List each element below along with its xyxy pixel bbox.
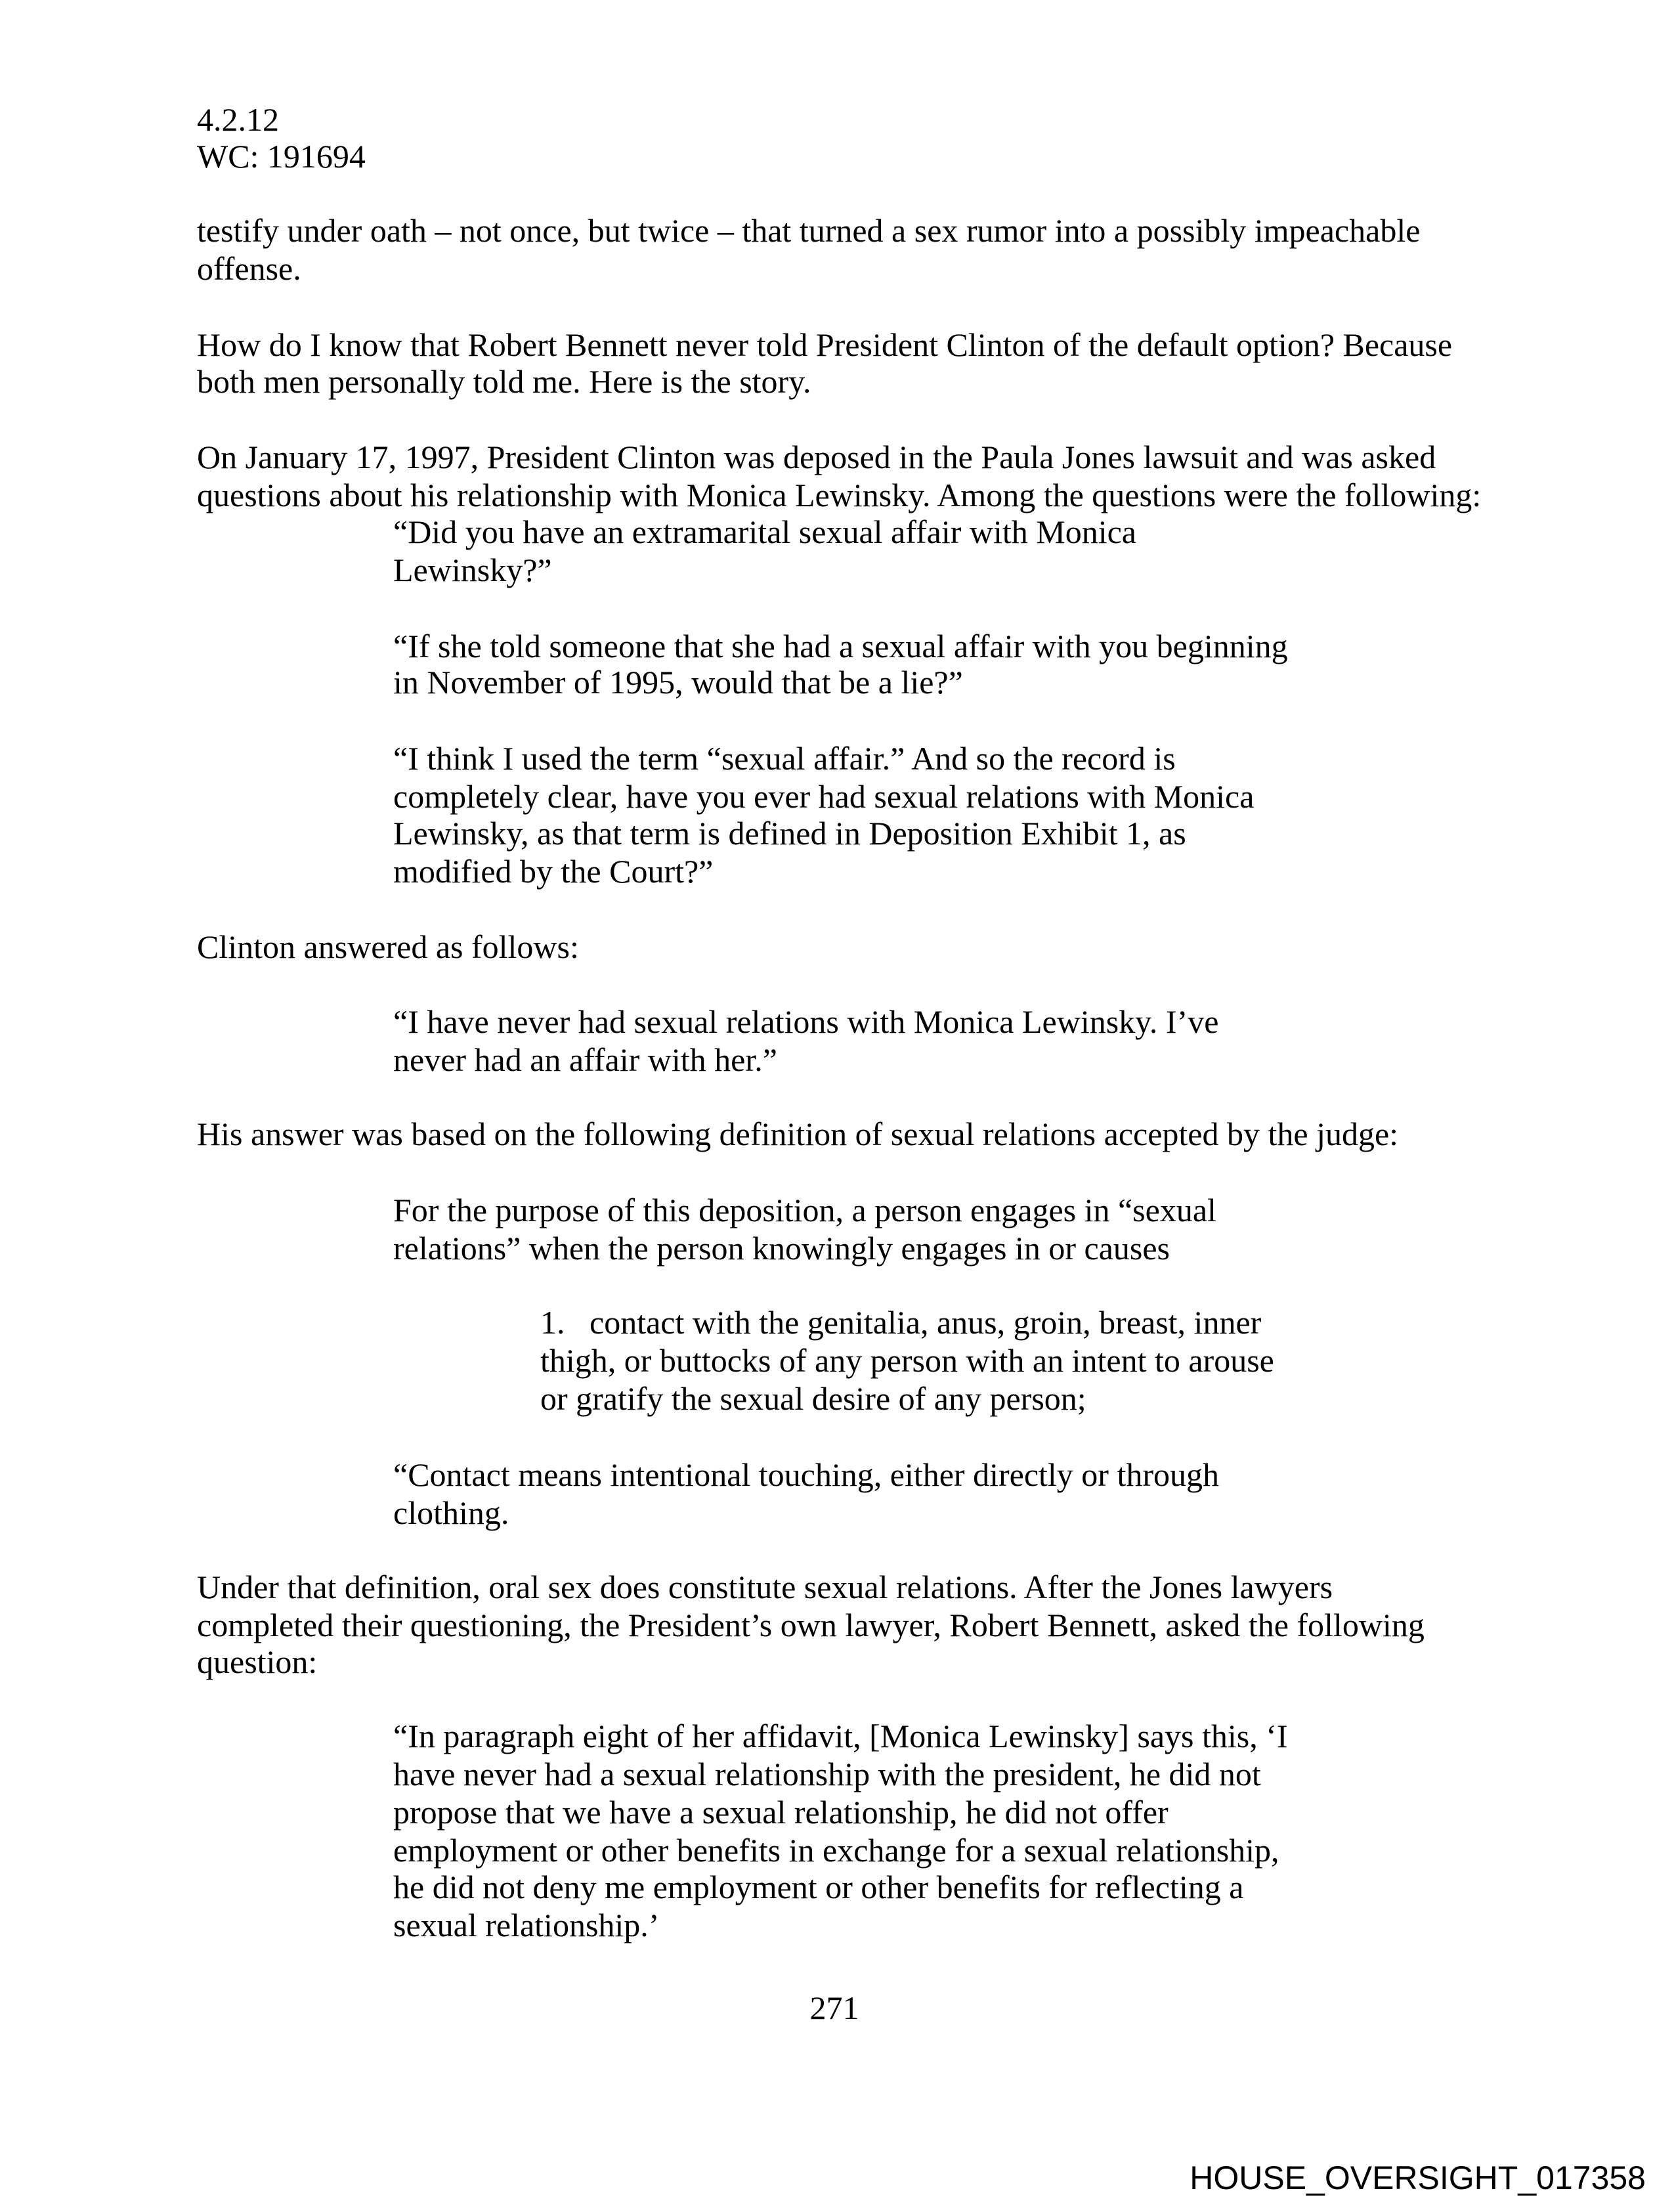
paragraph-line: both men personally told me. Here is the story.: [197, 363, 811, 400]
quote-line: never had an affair with her.”: [393, 1041, 777, 1078]
list-item-line: contact with the genitalia, anus, groin, breast, inner: [590, 1304, 1262, 1341]
page-number: 271: [809, 1989, 859, 2026]
paragraph-line: How do I know that Robert Bennett never told President Clinton of the default option? Because: [197, 326, 1453, 363]
paragraph-line: question:: [197, 1643, 318, 1680]
list-item-line: thigh, or buttocks of any person with an intent to arouse: [540, 1342, 1274, 1379]
quote-line: “In paragraph eight of her affidavit, [Monica Lewinsky] says this, ‘I: [393, 1718, 1288, 1754]
quote-line: modified by the Court?”: [393, 853, 714, 890]
quote-line: clothing.: [393, 1494, 509, 1531]
quote-line: Lewinsky, as that term is defined in Deposition Exhibit 1, as: [393, 815, 1186, 852]
header-date: 4.2.12: [197, 101, 279, 138]
quote-line: “I have never had sexual relations with Monica Lewinsky. I’ve: [393, 1003, 1219, 1040]
quote-line: have never had a sexual relationship with the president, he did not: [393, 1756, 1261, 1792]
list-item-line: or gratify the sexual desire of any person;: [540, 1380, 1086, 1417]
quote-line: propose that we have a sexual relationship, he did not offer: [393, 1794, 1169, 1831]
paragraph-line: Under that definition, oral sex does constitute sexual relations. After the Jones lawyers: [197, 1569, 1333, 1605]
quote-line: relations” when the person knowingly engages in or causes: [393, 1230, 1170, 1267]
quote-line: completely clear, have you ever had sexual relations with Monica: [393, 778, 1255, 815]
quote-line: he did not deny me employment or other benefits for reflecting a: [393, 1869, 1244, 1905]
quote-line: in November of 1995, would that be a lie?”: [393, 664, 963, 701]
paragraph-line: completed their questioning, the President’s own lawyer, Robert Bennett, asked the following: [197, 1607, 1425, 1643]
quote-line: For the purpose of this deposition, a person engages in “sexual: [393, 1192, 1216, 1228]
paragraph-line: On January 17, 1997, President Clinton was deposed in the Paula Jones lawsuit and was asked: [197, 439, 1436, 475]
header-word-count: WC: 191694: [197, 138, 366, 175]
bates-number: HOUSE_OVERSIGHT_017358: [1190, 2159, 1646, 2196]
quote-line: “Contact means intentional touching, either directly or through: [393, 1456, 1219, 1493]
list-number: 1.: [540, 1304, 565, 1341]
paragraph-line: offense.: [197, 250, 301, 287]
quote-line: “I think I used the term “sexual affair.” And so the record is: [393, 740, 1176, 777]
paragraph-line: His answer was based on the following definition of sexual relations accepted by the judge:: [197, 1116, 1399, 1152]
quote-line: employment or other benefits in exchange for a sexual relationship,: [393, 1832, 1279, 1869]
paragraph-line: Clinton answered as follows:: [197, 928, 579, 965]
quote-line: sexual relationship.’: [393, 1907, 660, 1943]
quote-line: Lewinsky?”: [393, 552, 552, 588]
paragraph-line: questions about his relationship with Monica Lewinsky. Among the questions were the following:: [197, 477, 1482, 513]
quote-line: “If she told someone that she had a sexual affair with you beginning: [393, 628, 1288, 664]
quote-line: “Did you have an extramarital sexual affair with Monica: [393, 513, 1136, 550]
paragraph-line: testify under oath – not once, but twice – that turned a sex rumor into a possibly impeachable: [197, 212, 1421, 249]
